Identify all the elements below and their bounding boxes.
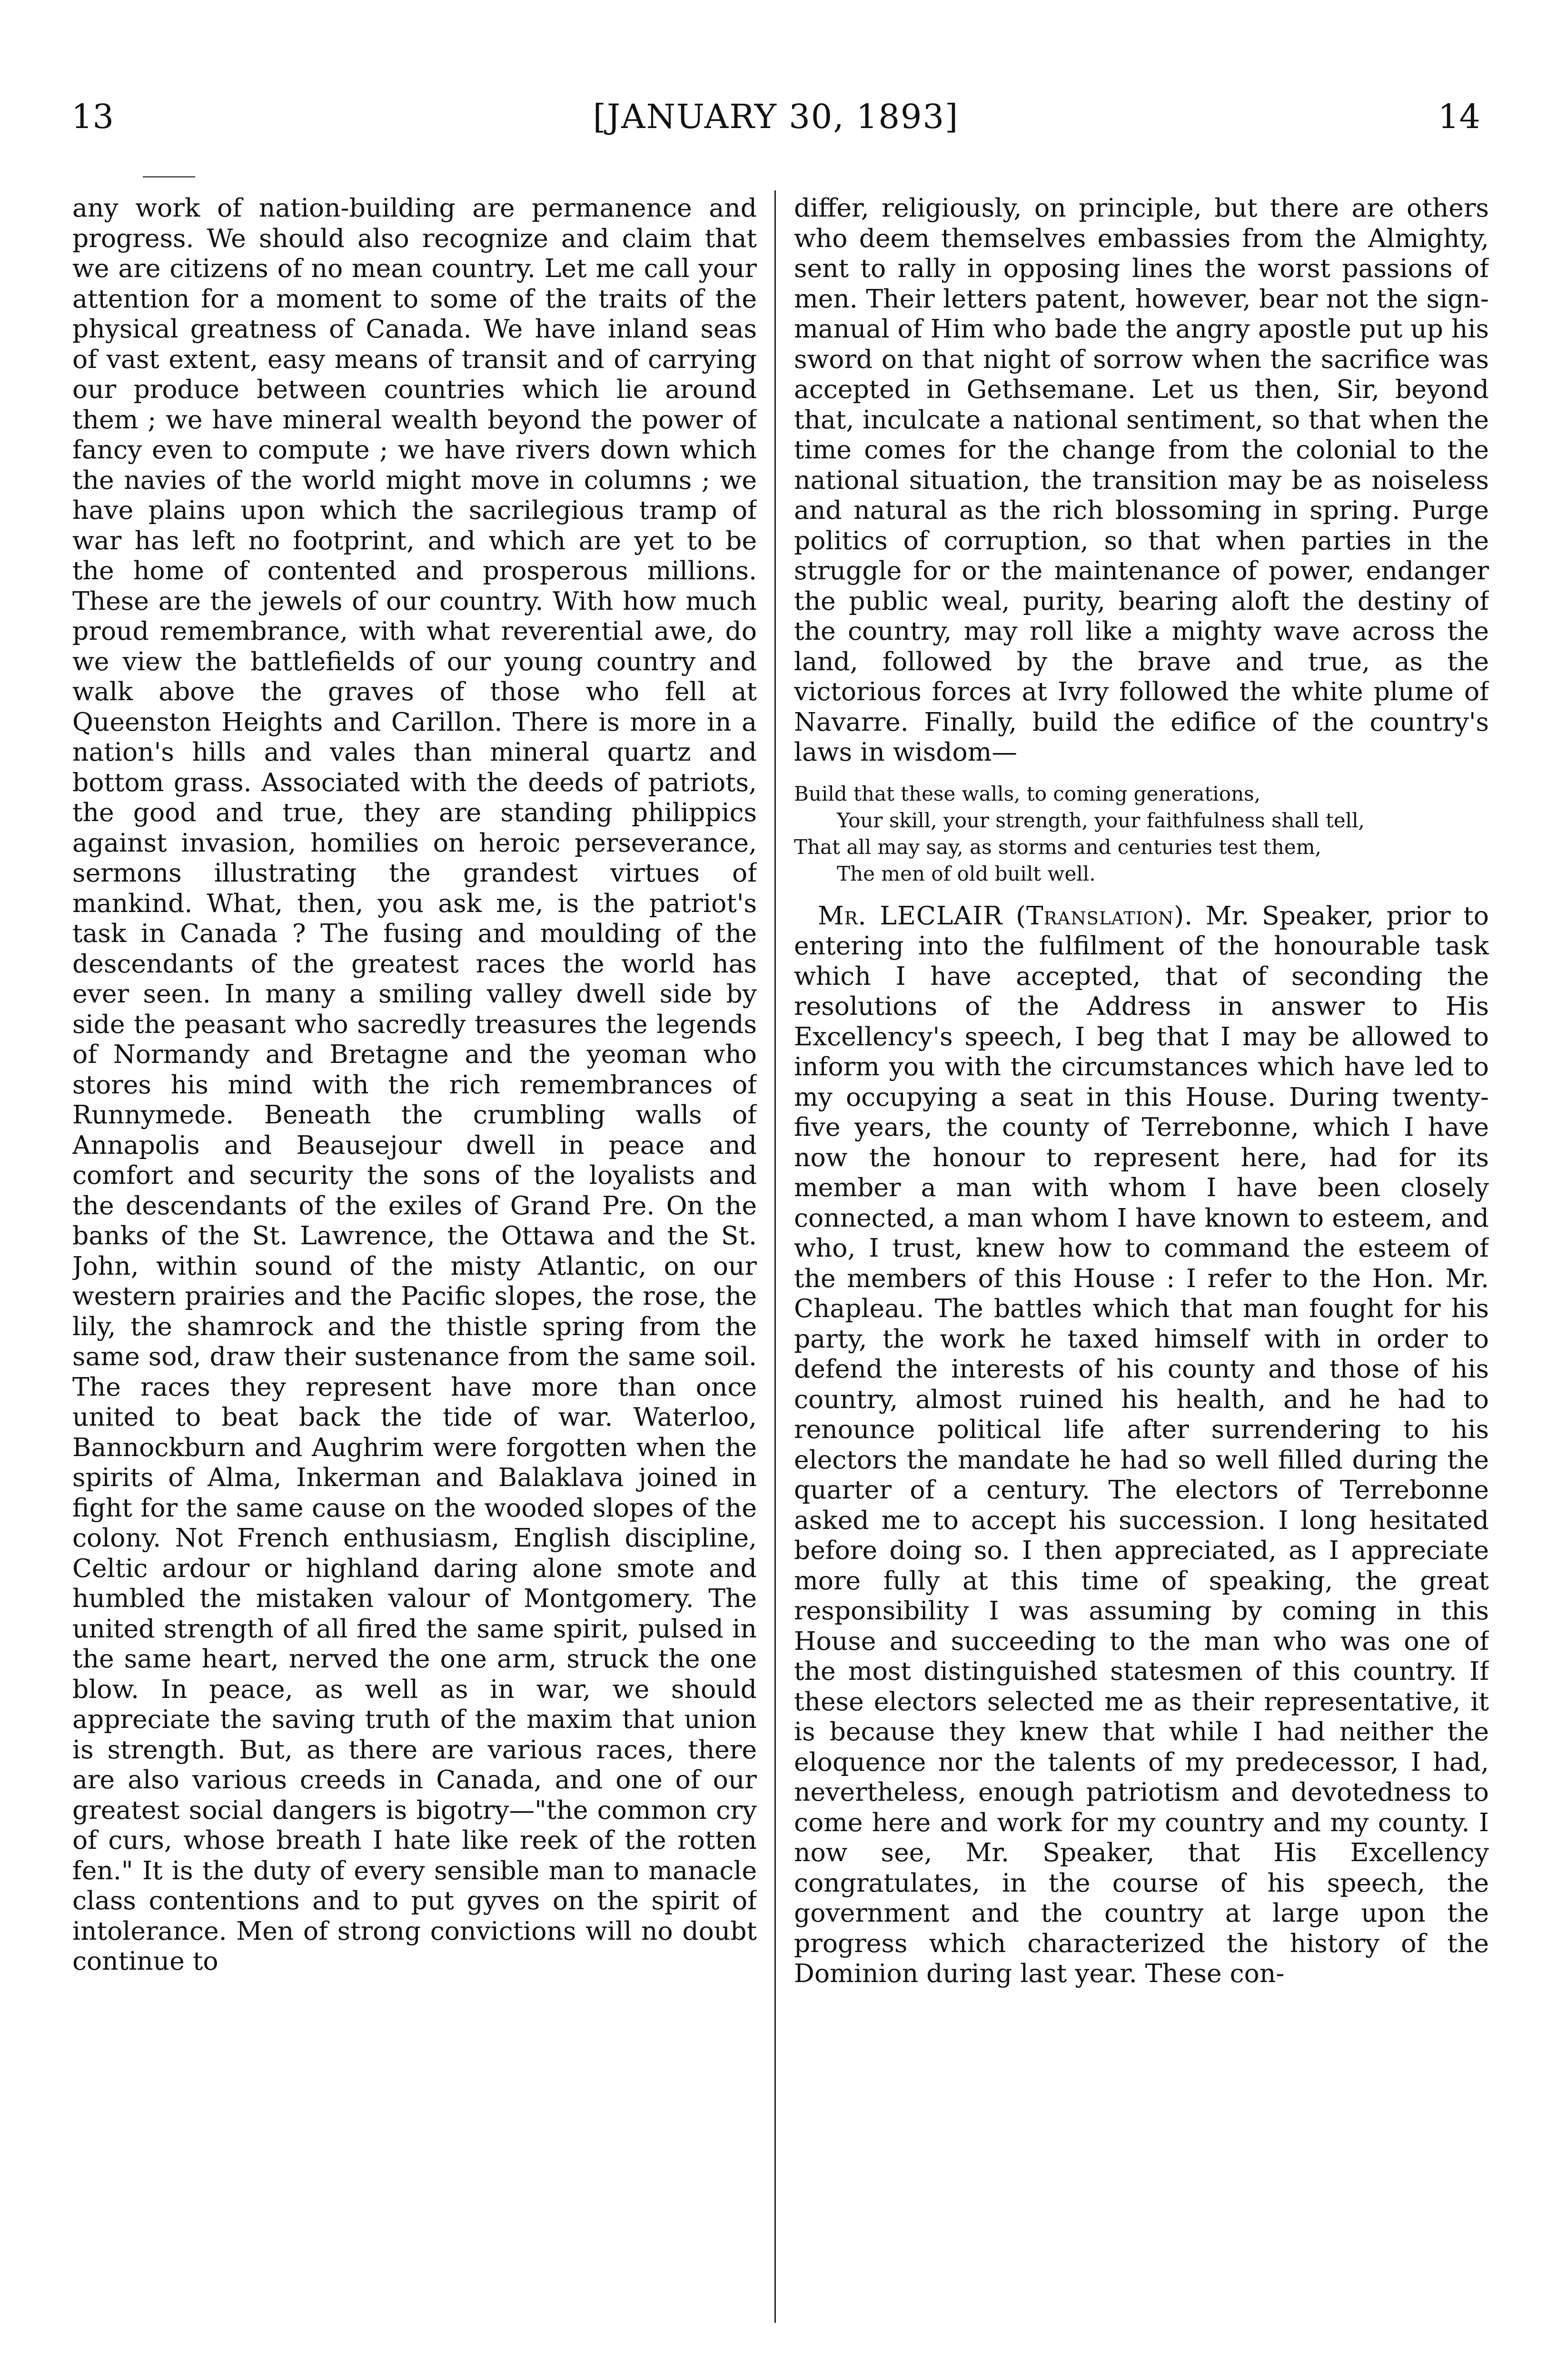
poem-line-3: That all may say, as storms and centuries test them, bbox=[794, 835, 1321, 859]
left-column bbox=[72, 193, 757, 2325]
column-divider bbox=[774, 190, 776, 2323]
right-column-paragraph-1: differ, religiously, on principle, but there are others who deem themselves embassies from the Almighty, sent to rally in opposing lines the worst passions of men. Their letters patent, however, bear not the sign-manual of Him who bade the angry apostle put up his sword on that night of sorrow when the sacrifice was accepted in Gethsemane. Let us then, Sir, beyond that, inculcate a national sentiment, so that when the time comes for the change from the colonial to the national situation, the transition may be as noiseless and natural as the rich blossoming in spring. Purge politics of corruption, so that when parties in the struggle for or the maintenance of power, endanger the public weal, purity, bearing aloft the destiny of the country, may roll like a mighty wave across the land, followed by the brave and true, as the victorious forces at Ivry followed the white plume of Navarre. Finally, build the edifice of the country's laws in wisdom— bbox=[794, 193, 1489, 767]
speech-paragraph bbox=[794, 901, 1489, 1989]
poem-quote bbox=[794, 781, 1489, 887]
speaker-name: Mr. LECLAIR (Translation). bbox=[818, 900, 1193, 931]
page-header bbox=[71, 90, 1480, 143]
header-date: [JANUARY 30, 1893] bbox=[593, 97, 959, 136]
left-column-paragraph: any work of nation-building are permanence and progress. We should also recognize and claim that we are citizens of no mean country. Let me call your attention for a moment to some of the traits of the physical greatness of Canada. We have inland seas of vast extent, easy means of transit and of carrying our produce between countries which lie around them ; we have mineral wealth beyond the power of fancy even to compute ; we have rivers down which the navies of the world might move in columns ; we have plains upon which the sacrilegious tramp of war has left no footprint, and which are yet to be the home of contented and prosperous millions. These are the jewels of our country. With how much proud remembrance, with what reverential awe, do we view the battlefields of our young country and walk above the graves of those who fell at Queenston Heights and Carillon. There is more in a nation's hills and vales than mineral quartz and bottom grass. Associated with the deeds of patriots, the good and true, they are standing philippics against invasion, homilies on heroic perseverance, sermons illustrating the grandest virtues of mankind. What, then, you ask me, is the patriot's task in Canada ? The fusing and moulding of the descendants of the greatest races the world has ever seen. In many a smiling valley dwell side by side the peasant who sacredly treasures the legends of Normandy and Bretagne and the yeoman who stores his mind with the rich remembrances of Runnymede. Beneath the crumbling walls of Annapolis and Beausejour dwell in peace and comfort and security the sons of the loyalists and the descendants of the exiles of Grand Pre. On the banks of the St. Lawrence, the Ottawa and the St. John, within sound of the misty Atlantic, on our western prairies and the Pacific slopes, the rose, the lily, the shamrock and the thistle spring from the same sod, draw their sustenance from the same soil. The races they represent have more than once united to beat back the tide of war. Waterloo, Bannockburn and Aughrim were forgotten when the spirits of Alma, Inkerman and Balaklava joined in fight for the same cause on the wooded slopes of the colony. Not French enthusiasm, English discipline, Celtic ardour or highland daring alone smote and humbled the mistaken valour of Montgomery. The united strength of all fired the same spirit, pulsed in the same heart, nerved the one arm, struck the one blow. In peace, as well as in war, we should appreciate the saving truth of the maxim that union is strength. But, as there are various races, there are also various creeds in Canada, and one of our greatest social dangers is bigotry—"the common cry of curs, whose breath I hate like reek of the rotten fen." It is the duty of every sensible man to manacle class contentions and to put gyves on the spirit of intolerance. Men of strong convictions will no doubt continue to bbox=[72, 193, 757, 1976]
left-page-number: 13 bbox=[71, 97, 114, 136]
poem-line-2: Your skill, your strength, your faithfulness shall tell, bbox=[837, 808, 1365, 832]
speech-text: Mr. Speaker, prior to entering into the fulfilment of the honourable task which I have accepted, that of seconding the resolutions of the Address in answer to His Excellency's speech, I beg that I may be allowed to inform you with the circumstances which have led to my occupying a seat in this House. During twenty-five years, the county of Terrebonne, which I have now the honour to represent here, had for its member a man with whom I have been closely connected, a man whom I have known to esteem, and who, I trust, knew how to command the esteem of the members of this House : I refer to the Hon. Mr. Chapleau. The battles which that man fought for his party, the work he taxed himself with in order to defend the interests of his county and those of his country, almost ruined his health, and he had to renounce political life after surrendering to his electors the mandate he had so well filled during the quarter of a century. The electors of Terrebonne asked me to accept his succession. I long hesitated before doing so. I then appreciated, as I appreciate more fully at this time of speaking, the great responsibility I was assuming by coming in this House and succeeding to the man who was one of the most distinguished statesmen of this country. If these electors selected me as their representative, it is because they knew that while I had neither the eloquence nor the talents of my predecessor, I had, nevertheless, enough patriotism and devotedness to come here and work for my country and my county. I now see, Mr. Speaker, that His Excellency congratulates, in the course of his speech, the government and the country at large upon the progress which characterized the history of the Dominion during last year. These con- bbox=[794, 900, 1489, 1988]
poem-line-1: Build that these walls, to coming generations, bbox=[794, 782, 1261, 805]
poem-line-4: The men of old built well. bbox=[837, 862, 1096, 885]
header-rule bbox=[143, 176, 195, 178]
right-page-number: 14 bbox=[1438, 97, 1480, 136]
right-column bbox=[794, 193, 1489, 2325]
